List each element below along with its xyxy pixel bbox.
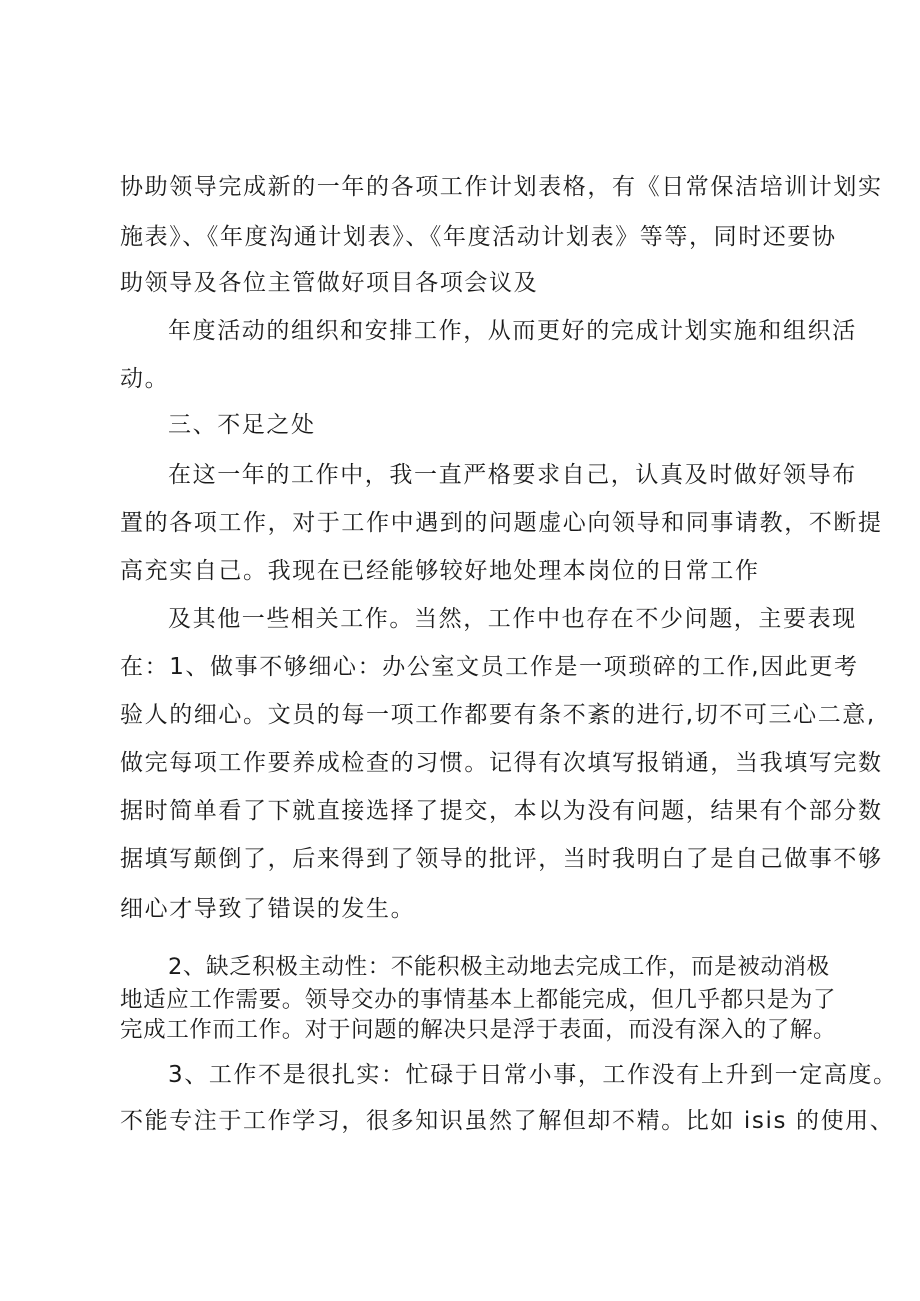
text-line: 完成工作而工作。对于问题的解决只是浮于表面，而没有深入的了解。 [120, 1017, 837, 1043]
text-line: 验人的细心。文员的每一项工作都要有条不紊的进行,切不可三心二意, [120, 702, 876, 728]
text-line: 高充实自己。我现在已经能够较好地处理本岗位的日常工作 [120, 558, 760, 584]
text-line: 动。 [120, 366, 170, 392]
text-line: 及其他一些相关工作。当然，工作中也存在不少问题，主要表现 [168, 606, 857, 632]
text-line: 置的各项工作，对于工作中遇到的问题虚心向领导和同事请教，不断提 [120, 510, 883, 536]
text-line: 助领导及各位主管做好项目各项会议及 [120, 270, 539, 296]
text-line: 据时简单看了下就直接选择了提交，本以为没有问题，结果有个部分数 [120, 798, 883, 824]
text-line: 不能专注于工作学习，很多知识虽然了解但却不精。比如 isis 的使用、 [120, 1108, 895, 1134]
text-line: 2、缺乏积极主动性：不能积极主动地去完成工作，而是被动消极 [168, 954, 830, 980]
text-line: 在：1、做事不够细心：办公室文员工作是一项琐碎的工作,因此更考 [120, 654, 859, 680]
text-line: 做完每项工作要养成检查的习惯。记得有次填写报销通，当我填写完数 [120, 750, 883, 776]
text-line: 据填写颠倒了，后来得到了领导的批评，当时我明白了是自己做事不够 [120, 846, 883, 872]
section-heading: 三、不足之处 [168, 412, 316, 438]
text-line: 在这一年的工作中，我一直严格要求自己，认真及时做好领导布 [168, 462, 857, 488]
text-line: 施表》、《年度沟通计划表》、《年度活动计划表》等等，同时还要协 [120, 224, 837, 250]
text-line: 协助领导完成新的一年的各项工作计划表格，有《日常保洁培训计划实 [120, 174, 883, 200]
text-line: 细心才导致了错误的发生。 [120, 896, 416, 922]
text-line: 地适应工作需要。领导交办的事情基本上都能完成，但几乎都只是为了 [120, 987, 837, 1013]
text-line: 年度活动的组织和安排工作，从而更好的完成计划实施和组织活 [168, 318, 857, 344]
text-line: 3、工作不是很扎实：忙碌于日常小事，工作没有上升到一定高度。 [168, 1062, 898, 1088]
